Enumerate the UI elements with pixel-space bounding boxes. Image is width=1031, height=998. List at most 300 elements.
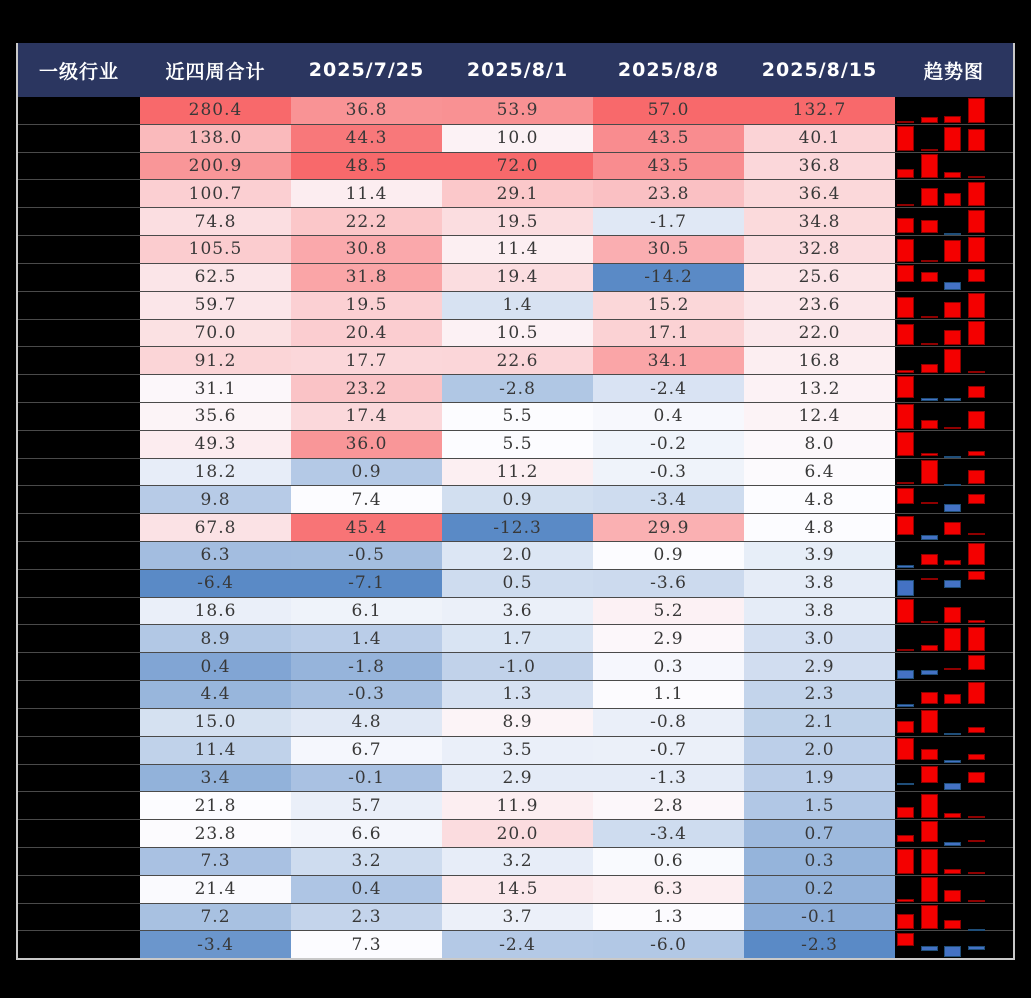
value-cell: 7.2	[140, 904, 291, 931]
spark-bar-positive	[921, 149, 938, 151]
table-row	[18, 569, 1013, 597]
spark-bar-positive	[921, 453, 938, 457]
value-cell: 0.3	[744, 848, 895, 875]
value-cell: 72.0	[442, 153, 593, 180]
value-cell: -2.3	[744, 931, 895, 958]
trend-sparkline	[895, 125, 1013, 152]
spark-bar-positive	[968, 620, 985, 624]
value-cell: 4.4	[140, 681, 291, 708]
spark-bar-positive	[921, 460, 938, 484]
spark-bar-positive	[897, 835, 914, 842]
trend-sparkline	[895, 792, 1013, 819]
spark-bar-positive	[921, 502, 938, 504]
trend-sparkline	[895, 347, 1013, 374]
value-cell: 12.4	[744, 403, 895, 430]
value-cell: 36.0	[291, 431, 442, 458]
industry-name-cell	[18, 876, 140, 903]
value-cell: 0.9	[593, 542, 744, 569]
value-cell: 25.6	[744, 264, 895, 291]
industry-name-cell	[18, 403, 140, 430]
spark-bar-negative	[897, 580, 914, 596]
value-cell: -0.8	[593, 709, 744, 736]
value-cell: 2.3	[744, 681, 895, 708]
table-row	[18, 847, 1013, 875]
value-cell: 2.8	[593, 792, 744, 819]
value-cell: 7.4	[291, 486, 442, 513]
spark-bar-positive	[921, 749, 938, 761]
table-row	[18, 513, 1013, 541]
value-cell: 8.9	[442, 709, 593, 736]
value-cell: 21.4	[140, 876, 291, 903]
spark-bar-positive	[897, 370, 914, 373]
spark-bar-positive	[897, 933, 914, 946]
trend-sparkline	[895, 236, 1013, 263]
spark-bar-positive	[897, 376, 914, 398]
value-cell: 1.7	[442, 625, 593, 652]
industry-name-cell	[18, 180, 140, 207]
value-cell: 8.0	[744, 431, 895, 458]
value-cell: 7.3	[140, 848, 291, 875]
spark-bar-negative	[944, 398, 961, 400]
value-cell: 1.9	[744, 765, 895, 792]
spark-bar-positive	[897, 807, 914, 818]
column-header-industry: 一级行业	[38, 60, 119, 83]
table-row	[18, 485, 1013, 513]
value-cell: 0.9	[442, 486, 593, 513]
value-cell: 3.6	[442, 598, 593, 625]
industry-name-cell	[18, 737, 140, 764]
value-cell: -0.2	[593, 431, 744, 458]
trend-sparkline	[895, 375, 1013, 402]
trend-sparkline	[895, 180, 1013, 207]
value-cell: 0.9	[291, 459, 442, 486]
value-cell: 23.8	[593, 180, 744, 207]
trend-sparkline	[895, 625, 1013, 652]
spark-bar-negative	[921, 535, 938, 540]
industry-name-cell	[18, 125, 140, 152]
spark-bar-positive	[897, 649, 914, 651]
value-cell: 23.6	[744, 292, 895, 319]
value-cell: 280.4	[140, 97, 291, 124]
column-header-2025-08-08: 2025/8/8	[617, 59, 720, 81]
value-cell: 1.4	[442, 292, 593, 319]
trend-sparkline	[895, 876, 1013, 903]
table-row	[18, 402, 1013, 430]
spark-bar-negative	[944, 580, 961, 588]
value-cell: 0.4	[291, 876, 442, 903]
industry-heatmap-table	[16, 43, 1015, 960]
value-cell: -0.3	[291, 681, 442, 708]
spark-bar-positive	[897, 126, 914, 151]
value-cell: 11.2	[442, 459, 593, 486]
spark-bar-positive	[921, 710, 938, 732]
trend-sparkline	[895, 681, 1013, 708]
spark-bar-positive	[921, 905, 938, 929]
value-cell: 0.5	[442, 570, 593, 597]
trend-sparkline	[895, 486, 1013, 513]
value-cell: 18.2	[140, 459, 291, 486]
trend-sparkline	[895, 459, 1013, 486]
value-cell: 31.8	[291, 264, 442, 291]
value-cell: 11.9	[442, 792, 593, 819]
value-cell: 6.3	[140, 542, 291, 569]
spark-bar-positive	[897, 169, 914, 178]
industry-name-cell	[18, 570, 140, 597]
table-row	[18, 541, 1013, 569]
value-cell: 10.0	[442, 125, 593, 152]
spark-bar-positive	[968, 571, 985, 580]
trend-sparkline	[895, 931, 1013, 958]
value-cell: 3.2	[442, 848, 593, 875]
value-cell: 100.7	[140, 180, 291, 207]
trend-sparkline	[895, 97, 1013, 124]
value-cell: -0.1	[744, 904, 895, 931]
value-cell: 0.7	[744, 820, 895, 847]
spark-bar-negative	[897, 670, 914, 679]
value-cell: 1.5	[744, 792, 895, 819]
spark-bar-positive	[968, 754, 985, 761]
value-cell: 15.2	[593, 292, 744, 319]
table-row	[18, 346, 1013, 374]
spark-bar-positive	[944, 240, 961, 262]
value-cell: 5.2	[593, 598, 744, 625]
table-row	[18, 374, 1013, 402]
spark-bar-positive	[944, 349, 961, 374]
column-header-trend: 趋势图	[923, 60, 984, 83]
value-cell: -0.3	[593, 459, 744, 486]
trend-sparkline	[895, 765, 1013, 792]
value-cell: 0.3	[593, 653, 744, 680]
spark-bar-positive	[944, 302, 961, 318]
value-cell: 31.1	[140, 375, 291, 402]
spark-bar-negative	[944, 504, 961, 512]
table-header-row	[18, 43, 1013, 97]
value-cell: 36.8	[291, 97, 442, 124]
value-cell: 1.3	[593, 904, 744, 931]
value-cell: 45.4	[291, 514, 442, 541]
table-row	[18, 624, 1013, 652]
spark-bar-positive	[897, 849, 914, 874]
industry-name-cell	[18, 375, 140, 402]
spark-bar-positive	[921, 260, 938, 262]
industry-name-cell	[18, 459, 140, 486]
spark-bar-negative	[921, 946, 938, 950]
spark-bar-positive	[897, 218, 914, 233]
spark-bar-positive	[968, 176, 985, 178]
value-cell: 3.4	[140, 765, 291, 792]
table-row	[18, 930, 1013, 958]
value-cell: 6.4	[744, 459, 895, 486]
trend-sparkline	[895, 709, 1013, 736]
value-cell: 32.8	[744, 236, 895, 263]
spark-bar-positive	[921, 766, 938, 783]
value-cell: -6.4	[140, 570, 291, 597]
industry-name-cell	[18, 320, 140, 347]
spark-bar-positive	[968, 98, 985, 123]
spark-bar-negative	[944, 233, 961, 235]
industry-name-cell	[18, 709, 140, 736]
industry-name-cell	[18, 848, 140, 875]
spark-bar-positive	[968, 816, 985, 818]
spark-bar-positive	[921, 364, 938, 374]
industry-name-cell	[18, 625, 140, 652]
spark-bar-positive	[897, 204, 914, 206]
table-row	[18, 97, 1013, 124]
spark-bar-positive	[897, 516, 914, 535]
value-cell: 20.0	[442, 820, 593, 847]
table-row	[18, 124, 1013, 152]
value-cell: 2.3	[291, 904, 442, 931]
spark-bar-positive	[944, 127, 961, 151]
value-cell: 200.9	[140, 153, 291, 180]
spark-bar-positive	[944, 116, 961, 123]
value-cell: -2.4	[593, 375, 744, 402]
spark-bar-positive	[968, 627, 985, 652]
spark-bar-positive	[968, 470, 985, 484]
spark-bar-negative	[944, 783, 961, 791]
value-cell: 5.5	[442, 403, 593, 430]
industry-name-cell	[18, 486, 140, 513]
spark-bar-positive	[944, 193, 961, 206]
value-cell: 67.8	[140, 514, 291, 541]
value-cell: 0.2	[744, 876, 895, 903]
spark-bar-negative	[944, 760, 961, 762]
value-cell: 1.1	[593, 681, 744, 708]
value-cell: 138.0	[140, 125, 291, 152]
spark-bar-positive	[968, 451, 985, 456]
spark-bar-positive	[968, 655, 985, 670]
value-cell: 2.1	[744, 709, 895, 736]
value-cell: 3.7	[442, 904, 593, 931]
industry-name-cell	[18, 820, 140, 847]
value-cell: 4.8	[744, 486, 895, 513]
value-cell: 30.8	[291, 236, 442, 263]
spark-bar-positive	[968, 533, 985, 535]
value-cell: 91.2	[140, 347, 291, 374]
table-row	[18, 764, 1013, 792]
value-cell: 105.5	[140, 236, 291, 263]
column-header-2025-08-15: 2025/8/15	[761, 59, 878, 81]
trend-sparkline	[895, 598, 1013, 625]
value-cell: 2.9	[593, 625, 744, 652]
industry-name-cell	[18, 904, 140, 931]
spark-bar-positive	[944, 890, 961, 902]
trend-sparkline	[895, 153, 1013, 180]
value-cell: 11.4	[442, 236, 593, 263]
spark-bar-positive	[968, 682, 985, 704]
value-cell: -0.5	[291, 542, 442, 569]
value-cell: 74.8	[140, 208, 291, 235]
spark-bar-positive	[968, 772, 985, 783]
value-cell: 9.8	[140, 486, 291, 513]
spark-bar-positive	[897, 914, 914, 929]
spark-bar-positive	[968, 293, 985, 318]
value-cell: 2.0	[744, 737, 895, 764]
spark-bar-positive	[944, 920, 961, 928]
industry-name-cell	[18, 292, 140, 319]
spark-bar-positive	[921, 272, 938, 282]
spark-bar-negative	[944, 842, 961, 846]
value-cell: 48.5	[291, 153, 442, 180]
industry-name-cell	[18, 765, 140, 792]
spark-bar-positive	[897, 488, 914, 505]
trend-sparkline	[895, 403, 1013, 430]
value-cell: 23.8	[140, 820, 291, 847]
value-cell: 17.1	[593, 320, 744, 347]
value-cell: 16.8	[744, 347, 895, 374]
industry-name-cell	[18, 208, 140, 235]
value-cell: 10.5	[442, 320, 593, 347]
value-cell: 43.5	[593, 125, 744, 152]
value-cell: 19.4	[442, 264, 593, 291]
spark-bar-negative	[968, 946, 985, 950]
value-cell: 6.7	[291, 737, 442, 764]
value-cell: 0.4	[593, 403, 744, 430]
value-cell: 3.0	[744, 625, 895, 652]
spark-bar-negative	[921, 398, 938, 401]
spark-bar-negative	[897, 565, 914, 568]
trend-sparkline	[895, 292, 1013, 319]
value-cell: -2.4	[442, 931, 593, 958]
value-cell: 13.2	[744, 375, 895, 402]
industry-name-cell	[18, 97, 140, 124]
industry-name-cell	[18, 153, 140, 180]
value-cell: 70.0	[140, 320, 291, 347]
spark-bar-positive	[921, 220, 938, 233]
value-cell: 23.2	[291, 375, 442, 402]
value-cell: -2.8	[442, 375, 593, 402]
trend-sparkline	[895, 653, 1013, 680]
value-cell: -3.4	[593, 486, 744, 513]
spark-bar-positive	[897, 297, 914, 317]
table-row	[18, 235, 1013, 263]
trend-sparkline	[895, 264, 1013, 291]
spark-bar-positive	[897, 121, 914, 123]
spark-bar-positive	[968, 321, 985, 346]
spark-bar-positive	[921, 794, 938, 819]
spark-bar-positive	[944, 668, 961, 670]
spark-bar-positive	[921, 316, 938, 318]
trend-sparkline	[895, 904, 1013, 931]
value-cell: 8.9	[140, 625, 291, 652]
table-row	[18, 736, 1013, 764]
value-cell: -6.0	[593, 931, 744, 958]
spark-bar-positive	[897, 265, 914, 282]
industry-name-cell	[18, 514, 140, 541]
value-cell: 30.5	[593, 236, 744, 263]
spark-bar-positive	[921, 877, 938, 902]
spark-bar-positive	[897, 482, 914, 484]
value-cell: 57.0	[593, 97, 744, 124]
value-cell: 14.5	[442, 876, 593, 903]
value-cell: 35.6	[140, 403, 291, 430]
spark-bar-positive	[944, 172, 961, 178]
spark-bar-positive	[968, 237, 985, 262]
value-cell: 36.4	[744, 180, 895, 207]
value-cell: -7.1	[291, 570, 442, 597]
spark-bar-positive	[897, 432, 914, 456]
spark-bar-positive	[968, 269, 985, 283]
value-cell: 132.7	[744, 97, 895, 124]
industry-name-cell	[18, 681, 140, 708]
table-row	[18, 680, 1013, 708]
value-cell: -1.0	[442, 653, 593, 680]
spark-bar-positive	[968, 727, 985, 732]
table-row	[18, 207, 1013, 235]
value-cell: 5.7	[291, 792, 442, 819]
value-cell: 22.0	[744, 320, 895, 347]
spark-bar-positive	[921, 692, 938, 704]
industry-name-cell	[18, 431, 140, 458]
value-cell: 15.0	[140, 709, 291, 736]
table-row	[18, 291, 1013, 319]
value-cell: 2.9	[442, 765, 593, 792]
value-cell: 11.4	[140, 737, 291, 764]
value-cell: 6.6	[291, 820, 442, 847]
value-cell: -0.7	[593, 737, 744, 764]
spark-bar-positive	[921, 154, 938, 179]
spark-bar-positive	[897, 239, 914, 261]
value-cell: 40.1	[744, 125, 895, 152]
spark-bar-positive	[921, 645, 938, 651]
spark-bar-negative	[944, 733, 961, 735]
value-cell: 21.8	[140, 792, 291, 819]
spark-bar-positive	[968, 386, 985, 398]
value-cell: 5.5	[442, 431, 593, 458]
spark-bar-positive	[968, 840, 985, 842]
industry-name-cell	[18, 264, 140, 291]
spark-bar-positive	[921, 117, 938, 123]
value-cell: 6.1	[291, 598, 442, 625]
table-row	[18, 319, 1013, 347]
table-row	[18, 263, 1013, 291]
spark-bar-negative	[944, 946, 961, 957]
spark-bar-positive	[968, 872, 985, 874]
value-cell: 29.9	[593, 514, 744, 541]
value-cell: 0.4	[140, 653, 291, 680]
value-cell: 4.8	[291, 709, 442, 736]
spark-bar-positive	[921, 554, 938, 565]
spark-bar-positive	[968, 411, 985, 429]
spark-bar-positive	[944, 522, 961, 535]
spark-bar-positive	[968, 371, 985, 373]
table-body	[18, 97, 1013, 958]
value-cell: 3.8	[744, 598, 895, 625]
value-cell: 20.4	[291, 320, 442, 347]
trend-sparkline	[895, 208, 1013, 235]
value-cell: 0.6	[593, 848, 744, 875]
value-cell: -3.6	[593, 570, 744, 597]
spark-bar-positive	[968, 210, 985, 233]
spark-bar-positive	[921, 621, 938, 623]
spark-bar-positive	[968, 182, 985, 207]
value-cell: -3.4	[140, 931, 291, 958]
value-cell: 6.3	[593, 876, 744, 903]
column-header-2025-07-25: 2025/7/25	[308, 59, 425, 81]
spark-bar-negative	[944, 282, 961, 290]
value-cell: -1.3	[593, 765, 744, 792]
value-cell: 19.5	[291, 292, 442, 319]
trend-sparkline	[895, 514, 1013, 541]
value-cell: -3.4	[593, 820, 744, 847]
table-row	[18, 708, 1013, 736]
value-cell: -12.3	[442, 514, 593, 541]
value-cell: 49.3	[140, 431, 291, 458]
value-cell: 3.9	[744, 542, 895, 569]
value-cell: 3.8	[744, 570, 895, 597]
spark-bar-negative	[921, 670, 938, 675]
value-cell: 2.0	[442, 542, 593, 569]
